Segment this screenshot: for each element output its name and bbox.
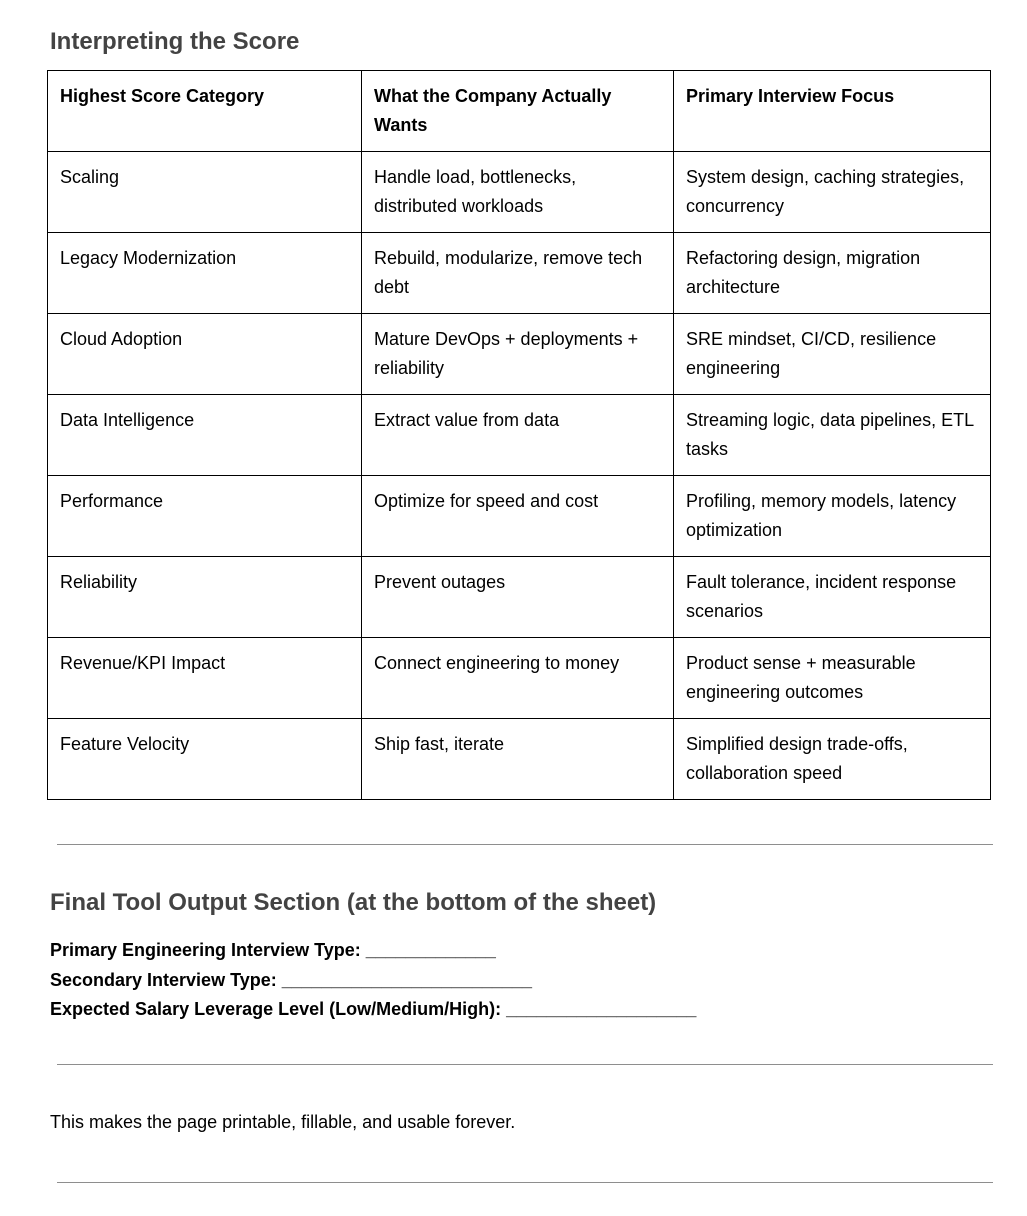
table-cell: Performance [48, 476, 362, 557]
table-cell: SRE mindset, CI/CD, resilience engineering [674, 314, 991, 395]
final-output-fields [50, 936, 696, 1025]
secondary-interview-type-line [50, 966, 696, 996]
table-cell: Prevent outages [362, 557, 674, 638]
primary-interview-type-blank-field[interactable]: _____________ [365, 940, 496, 960]
table-cell: Ship fast, iterate [362, 719, 674, 800]
section-divider [57, 1064, 993, 1065]
column-header-company-wants: What the Company Actually Wants [362, 71, 674, 152]
table-cell: Scaling [48, 152, 362, 233]
column-header-primary-interview-focus: Primary Interview Focus [674, 71, 991, 152]
primary-interview-type-label: Primary Engineering Interview Type: [50, 940, 366, 960]
table-cell: Refactoring design, migration architecture [674, 233, 991, 314]
table-cell: Profiling, memory models, latency optimization [674, 476, 991, 557]
table-cell: Optimize for speed and cost [362, 476, 674, 557]
salary-leverage-level-line [50, 995, 696, 1025]
table-row [48, 719, 991, 800]
table-row [48, 233, 991, 314]
table-header-row [48, 71, 991, 152]
salary-leverage-level-blank-field[interactable]: ___________________ [506, 999, 697, 1019]
salary-leverage-level-label: Expected Salary Leverage Level (Low/Medium/High): [50, 999, 507, 1019]
table-cell: Extract value from data [362, 395, 674, 476]
table-row [48, 557, 991, 638]
section-divider [57, 1182, 993, 1183]
table-row [48, 395, 991, 476]
closing-note-text: This makes the page printable, fillable, and usable forever. [50, 1112, 516, 1132]
final-tool-output-heading: Final Tool Output Section (at the bottom of the sheet) [50, 889, 657, 916]
score-interpretation-table [47, 70, 991, 800]
table-cell: Cloud Adoption [48, 314, 362, 395]
table-row [48, 476, 991, 557]
table-cell: Simplified design trade-offs, collaboration speed [674, 719, 991, 800]
section-divider [57, 844, 993, 845]
table-cell: Data Intelligence [48, 395, 362, 476]
table-row [48, 152, 991, 233]
column-header-highest-score-category: Highest Score Category [48, 71, 362, 152]
table-cell: Legacy Modernization [48, 233, 362, 314]
table-cell: Reliability [48, 557, 362, 638]
table-cell: Revenue/KPI Impact [48, 638, 362, 719]
table-cell: System design, caching strategies, concurrency [674, 152, 991, 233]
table-cell: Mature DevOps + deployments + reliability [362, 314, 674, 395]
table-cell: Rebuild, modularize, remove tech debt [362, 233, 674, 314]
table-cell: Streaming logic, data pipelines, ETL tasks [674, 395, 991, 476]
primary-interview-type-line [50, 936, 696, 966]
table-cell: Handle load, bottlenecks, distributed workloads [362, 152, 674, 233]
secondary-interview-type-label: Secondary Interview Type: [50, 969, 282, 990]
table-row [48, 314, 991, 395]
table-cell: Feature Velocity [48, 719, 362, 800]
table-cell: Product sense + measurable engineering outcomes [674, 638, 991, 719]
table-cell: Connect engineering to money [362, 638, 674, 719]
interpreting-score-heading: Interpreting the Score [50, 28, 300, 55]
secondary-interview-type-blank-field[interactable]: _________________________ [281, 969, 533, 990]
table-cell: Fault tolerance, incident response scenarios [674, 557, 991, 638]
table-row [48, 638, 991, 719]
